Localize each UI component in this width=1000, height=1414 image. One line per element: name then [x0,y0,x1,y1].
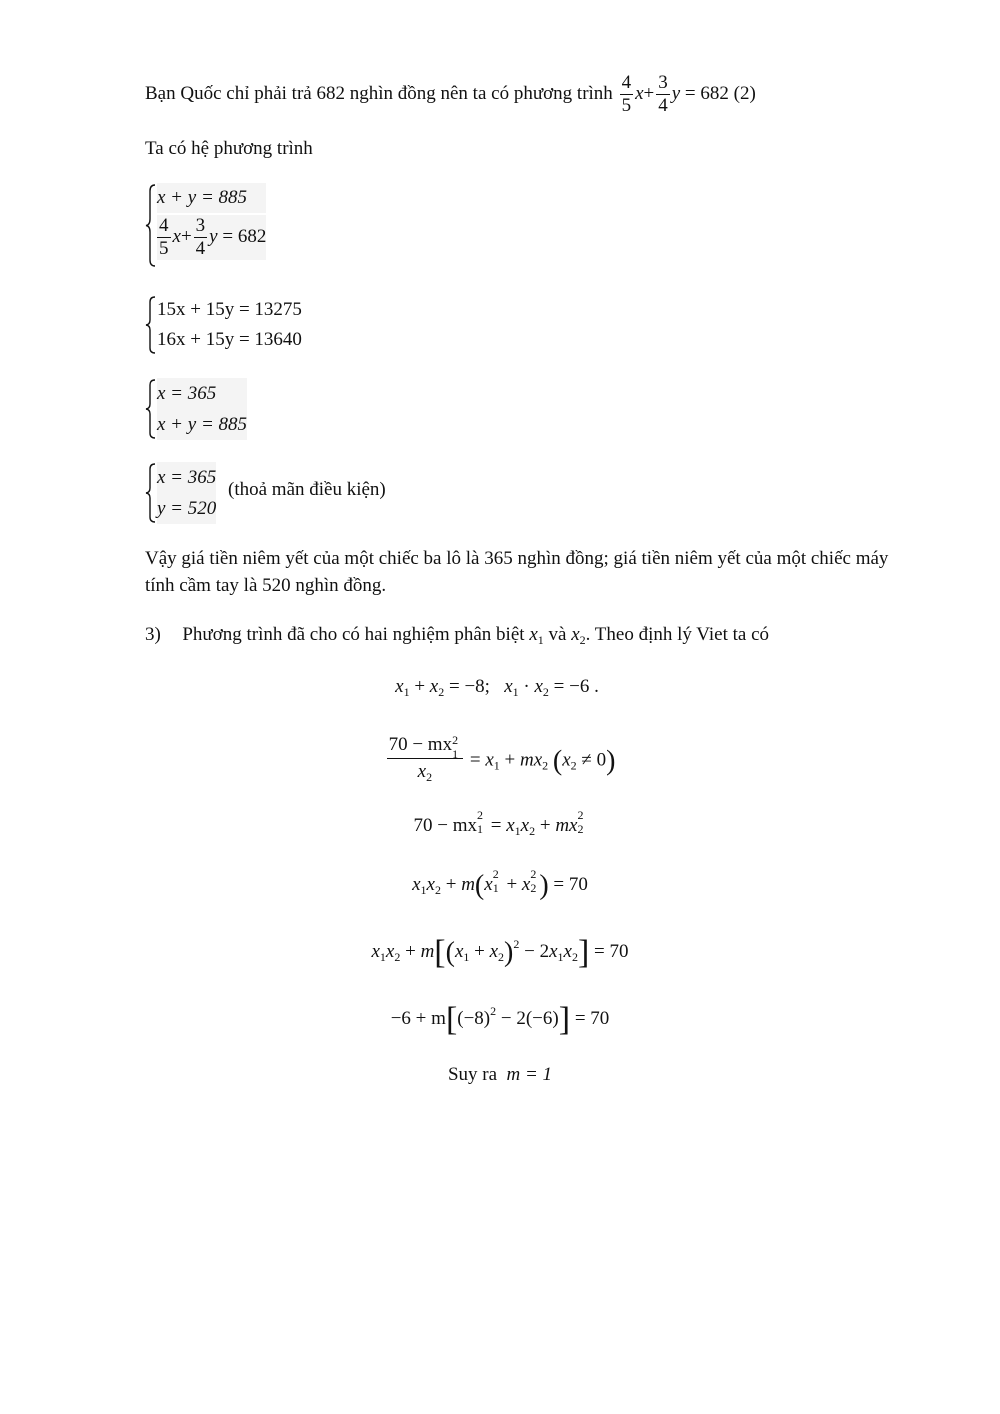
system-4-row-2: y = 520 [157,493,216,524]
system-4-row-1: x = 365 [157,462,216,493]
paragraph-text: Bạn Quốc chỉ phải trả 682 nghìn đồng nên ta có phương trình [145,82,613,104]
part-3-intro: 3) Phương trình đã cho có hai nghiệm phân biệt $x_1$ và $x_2$. Theo định lý Viet ta có [145,624,770,647]
equation-system-4 [145,462,415,524]
paragraph-payment-equation: Bạn Quốc chỉ phải trả 682 nghìn đồng nên ta có phương trình $\frac{4}{5}$ x+ $\frac{3}{4}$ y = 682 (2) [145,72,756,116]
system-1-row-1: x + y = 885 [157,183,266,213]
equation-rhs: 682 [700,82,729,104]
fraction-4-5: $\frac{4}{5}$ [159,215,169,259]
equation-label: (2) [733,82,756,104]
brace-icon [145,462,157,524]
system-3-row-1: x = 365 [157,378,247,409]
brace-icon [145,295,157,355]
result-line: Suy ra m = 1 [447,1064,553,1085]
system-2-row-1: 15x + 15y = 13275 [157,299,302,320]
fraction-3-4: $\frac{3}{4}$ [195,215,206,259]
brace-icon [145,183,157,268]
fraction-main: 70 − mx 2 1 $x_2$ [387,732,464,790]
equation-step-5: $x_1x_2 + m[(x_1 + x_2)^2 - 2x_1x_2] = 70$ [371,934,629,971]
equation-step-6: $-6 + m[(-8)^2 - 2(-6)] = 70$ [390,1001,610,1038]
equation-step-3: 70 − mx 2 1 = $x_1x_2$ + mx 2 2 [413,808,584,838]
system-1-row-2: $\frac{4}{5}$ x+ $\frac{3}{4}$ y = 682 [159,215,267,259]
brace-icon [145,378,157,440]
equation-system-2 [145,295,325,355]
equation-fraction-step: 70 − mx 2 1 $x_2$ = $x_1 + mx_2$ $(x_2 \ne 0)$ [0,732,1000,790]
equation-system-3 [145,378,265,440]
system-2-row-2: 16x + 15y = 13640 [157,329,302,350]
paragraph-system-intro: Ta có hệ phương trình [145,138,313,159]
equation-step-4: $x_1x_2 + m(x$ 2 1 + x 2 2 ) = 70 [412,867,588,901]
conclusion-line-1: Vậy giá tiền niêm yết của một chiếc ba lô là 365 nghìn đồng; giá tiền niêm yết của một chiếc máy [145,548,889,569]
part-number: 3) [145,624,161,645]
condition-note: (thoả mãn điều kiện) [228,479,386,500]
viet-formulas: $x_1 + x_2 = -8$; $x_1 \cdot x_2 = -6$ . [395,676,599,699]
conclusion-line-2: tính cầm tay là 520 nghìn đồng. [145,575,387,596]
fraction-4-5: $\frac{4}{5}$ [621,72,632,116]
fraction-3-4: $\frac{3}{4}$ [658,72,668,116]
system-3-row-2: x + y = 885 [157,409,247,440]
equation-system-1 [145,183,285,268]
